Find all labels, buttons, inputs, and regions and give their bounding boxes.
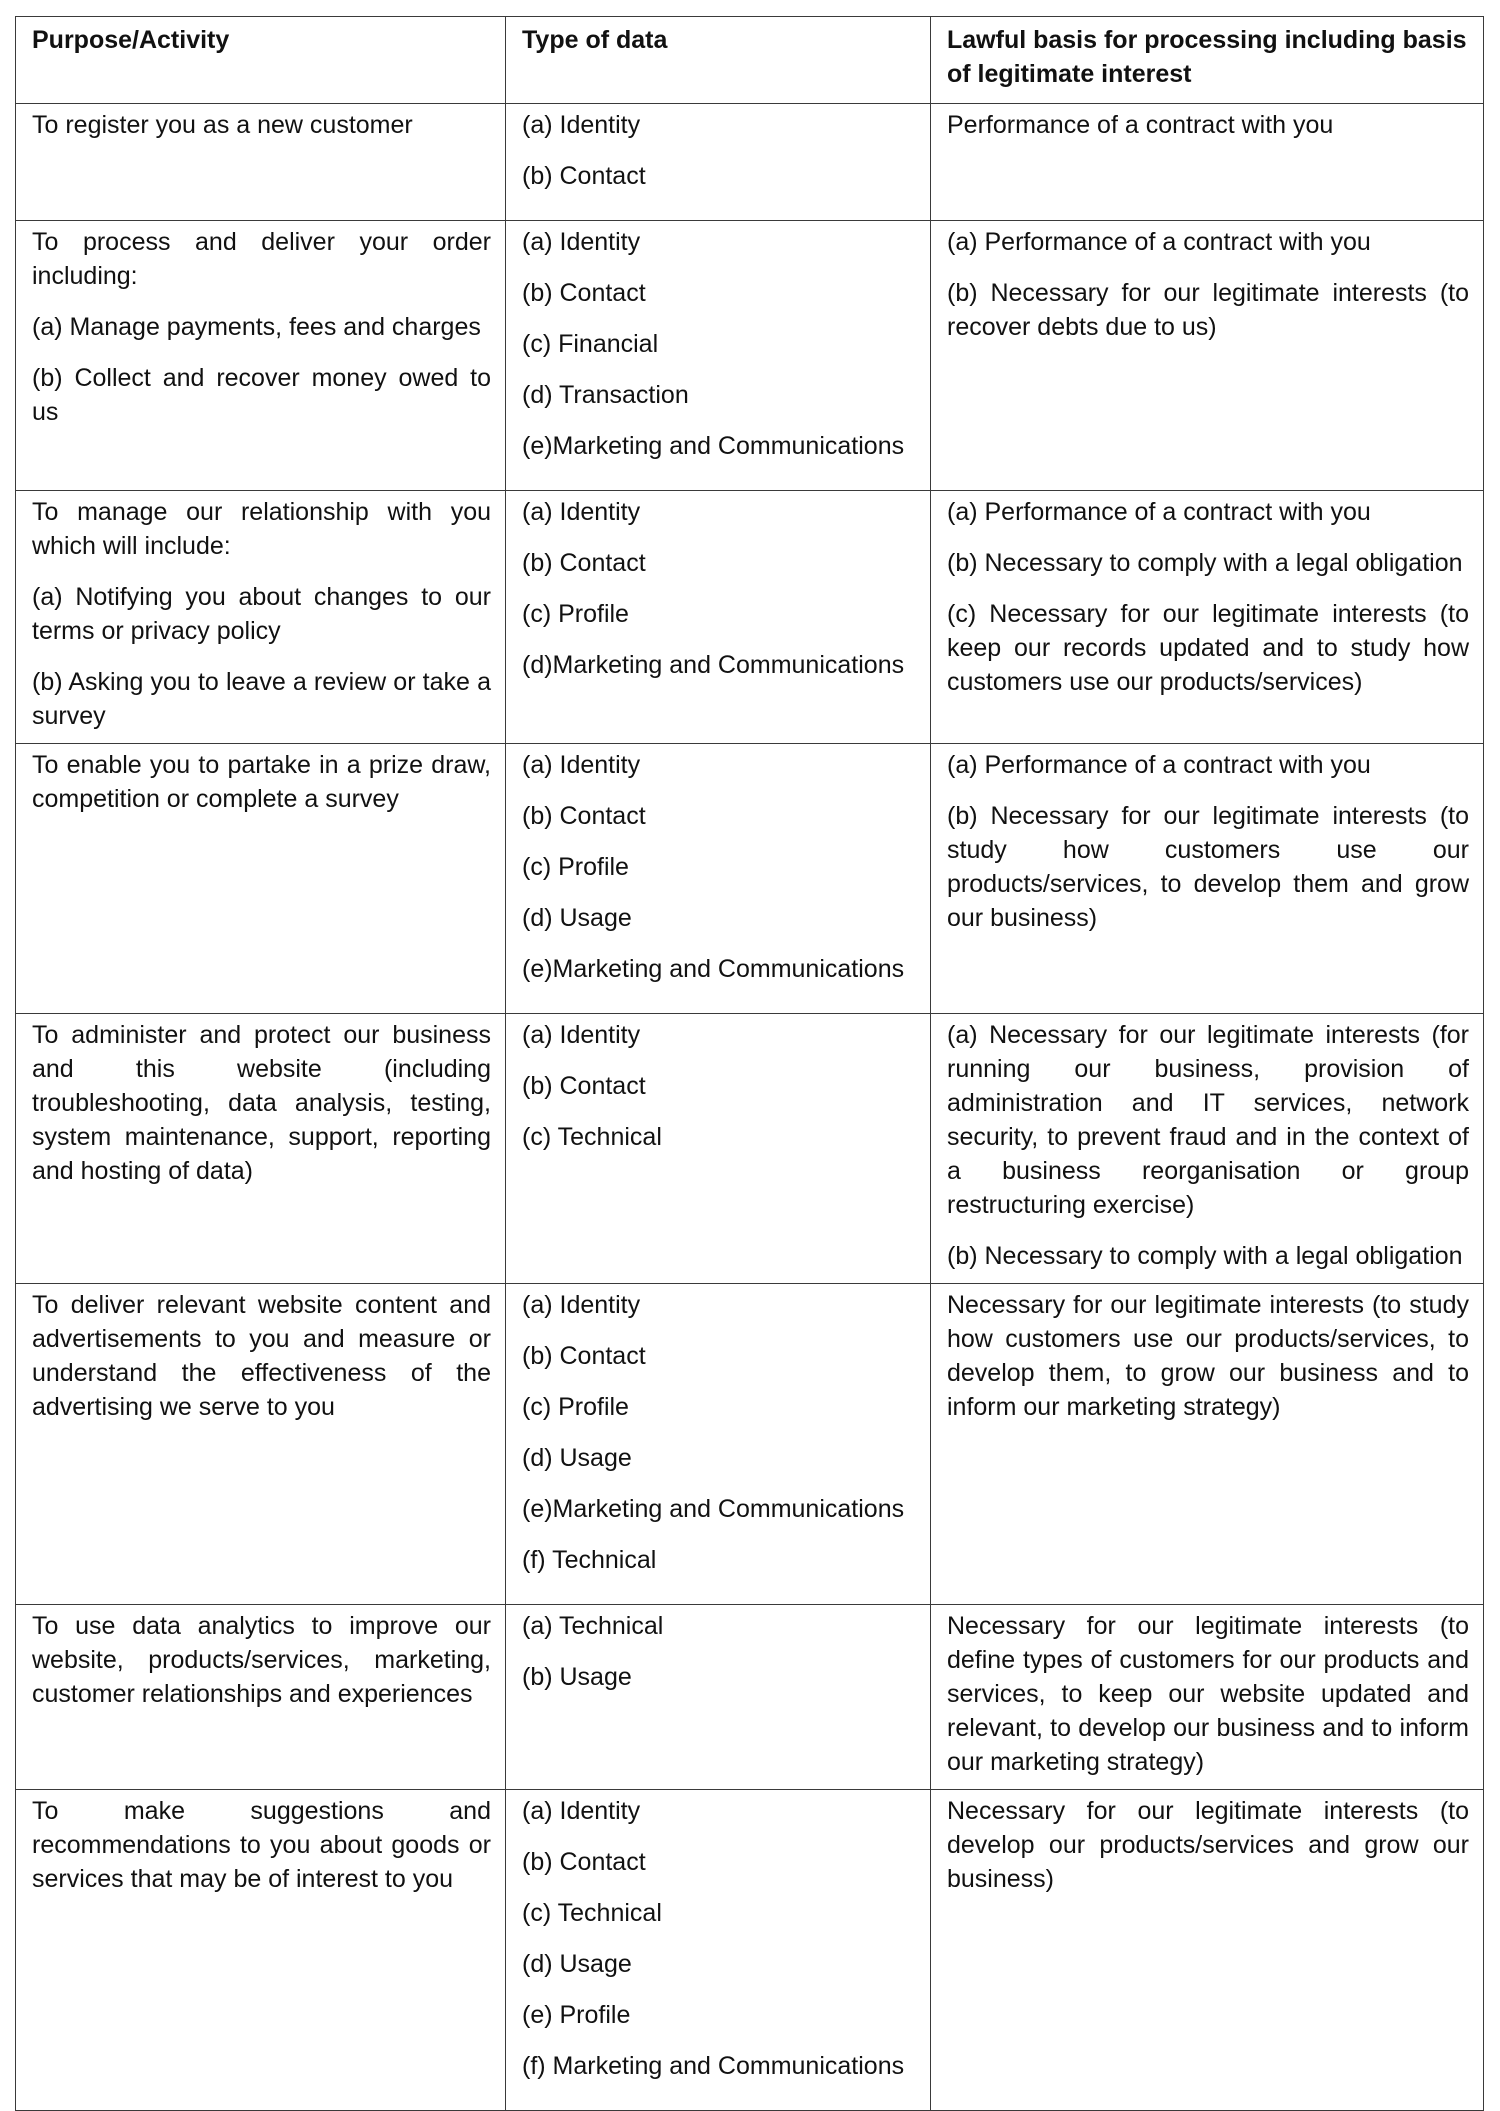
data-types-cell	[506, 744, 931, 1014]
table-row	[16, 1284, 1484, 1605]
cell-paragraph: To make suggestions and recommendations to you about goods or services that may be of interest to you	[32, 1797, 491, 1893]
purpose-cell	[16, 104, 506, 221]
purpose-cell	[16, 491, 506, 744]
lawful-basis-cell	[931, 1790, 1484, 2111]
cell-paragraph: To deliver relevant website content and advertisements to you and measure or understand the effectiveness of the advertising we serve to you	[32, 1291, 491, 1421]
cell-paragraph: (a) Notifying you about changes to our terms or privacy policy	[32, 583, 491, 645]
table-row	[16, 1790, 1484, 2111]
lawful-basis-cell	[931, 221, 1484, 491]
data-type-item: (c) Technical	[522, 1123, 662, 1151]
data-type-item: (a) Identity	[522, 751, 641, 779]
lawful-basis-cell	[931, 1284, 1484, 1605]
table-body	[16, 104, 1484, 2111]
data-type-item: (e)Marketing and Communications	[522, 955, 905, 983]
cell-paragraph: (b) Necessary for our legitimate interests (to recover debts due to us)	[947, 279, 1469, 341]
data-type-item: (b) Usage	[522, 1663, 632, 1691]
data-type-item: (c) Profile	[522, 600, 629, 628]
purpose-cell	[16, 221, 506, 491]
data-types-cell	[506, 221, 931, 491]
lawful-basis-cell	[931, 104, 1484, 221]
table-row	[16, 1014, 1484, 1284]
lawful-basis-cell	[931, 491, 1484, 744]
data-types-cell	[506, 1605, 931, 1790]
purpose-cell	[16, 1284, 506, 1605]
data-type-item: (f) Technical	[522, 1546, 657, 1574]
data-types-cell	[506, 1284, 931, 1605]
cell-paragraph: To enable you to partake in a prize draw, competition or complete a survey	[32, 751, 491, 813]
purpose-cell	[16, 1790, 506, 2111]
data-type-item: (a) Identity	[522, 498, 641, 526]
table-header-row	[16, 17, 1484, 104]
cell-paragraph: (b) Necessary for our legitimate interests (to study how customers use our products/services, to develop them and grow our business)	[947, 802, 1469, 932]
data-type-item: (b) Contact	[522, 162, 646, 190]
cell-paragraph: To process and deliver your order including:	[32, 228, 491, 290]
data-type-item: (a) Identity	[522, 1797, 641, 1825]
data-type-item: (c) Financial	[522, 330, 659, 358]
data-type-item: (d) Transaction	[522, 381, 689, 409]
table-row	[16, 221, 1484, 491]
cell-paragraph: (a) Manage payments, fees and charges	[32, 313, 481, 341]
cell-paragraph: To use data analytics to improve our website, products/services, marketing, customer relationships and experiences	[32, 1612, 491, 1708]
header-type-of-data: Type of data	[506, 17, 931, 104]
table-row	[16, 491, 1484, 744]
lawful-basis-cell	[931, 1605, 1484, 1790]
lawful-basis-cell	[931, 744, 1484, 1014]
data-type-item: (f) Marketing and Communications	[522, 2052, 905, 2080]
cell-paragraph: (c) Necessary for our legitimate interests (to keep our records updated and to study how customers use our products/services)	[947, 600, 1469, 696]
document-page	[15, 16, 1483, 2111]
cell-paragraph: To administer and protect our business and this website (including troubleshooting, data analysis, testing, system maintenance, support, reporting and hosting of data)	[32, 1021, 491, 1185]
cell-paragraph: (a) Performance of a contract with you	[947, 751, 1371, 779]
data-type-item: (b) Contact	[522, 802, 646, 830]
cell-paragraph: Necessary for our legitimate interests (to define types of customers for our products and services, to keep our website updated and relevant, to develop our business and to inform our marketing strategy)	[947, 1612, 1469, 1776]
data-type-item: (a) Identity	[522, 228, 641, 256]
data-type-item: (a) Identity	[522, 1291, 641, 1319]
cell-paragraph: (b) Necessary to comply with a legal obligation	[947, 1242, 1463, 1270]
cell-paragraph: Necessary for our legitimate interests (to develop our products/services and grow our business)	[947, 1797, 1469, 1893]
cell-paragraph: (a) Necessary for our legitimate interests (for running our business, provision of administration and IT services, network security, to prevent fraud and in the context of a business reorganisation or group restructuring exercise)	[947, 1021, 1469, 1219]
header-purpose-activity: Purpose/Activity	[16, 17, 506, 104]
data-type-item: (d) Usage	[522, 1950, 632, 1978]
data-type-item: (b) Contact	[522, 279, 646, 307]
cell-paragraph: Necessary for our legitimate interests (to study how customers use our products/services, to develop them, to grow our business and to inform our marketing strategy)	[947, 1291, 1469, 1421]
data-types-cell	[506, 491, 931, 744]
data-type-item: (b) Contact	[522, 549, 646, 577]
cell-paragraph: Performance of a contract with you	[947, 111, 1334, 139]
data-type-item: (d) Usage	[522, 904, 632, 932]
data-type-item: (d)Marketing and Communications	[522, 651, 905, 679]
cell-paragraph: (a) Performance of a contract with you	[947, 498, 1371, 526]
data-type-item: (a) Technical	[522, 1612, 664, 1640]
table-row	[16, 744, 1484, 1014]
data-type-item: (d) Usage	[522, 1444, 632, 1472]
purpose-cell	[16, 1605, 506, 1790]
data-type-item: (e) Profile	[522, 2001, 631, 2029]
cell-paragraph: (b) Collect and recover money owed to us	[32, 364, 491, 426]
table-row	[16, 1605, 1484, 1790]
cell-paragraph: (a) Performance of a contract with you	[947, 228, 1371, 256]
data-type-item: (b) Contact	[522, 1342, 646, 1370]
data-type-item: (c) Profile	[522, 853, 629, 881]
purpose-cell	[16, 1014, 506, 1284]
data-types-cell	[506, 104, 931, 221]
data-type-item: (b) Contact	[522, 1848, 646, 1876]
data-types-cell	[506, 1014, 931, 1284]
data-type-item: (e)Marketing and Communications	[522, 1495, 905, 1523]
cell-paragraph: To manage our relationship with you which will include:	[32, 498, 491, 560]
cell-paragraph: (b) Necessary to comply with a legal obligation	[947, 549, 1463, 577]
data-type-item: (c) Technical	[522, 1899, 662, 1927]
data-type-item: (a) Identity	[522, 111, 641, 139]
header-lawful-basis: Lawful basis for processing including basis of legitimate interest	[931, 17, 1484, 104]
data-type-item: (e)Marketing and Communications	[522, 432, 905, 460]
table-row	[16, 104, 1484, 221]
data-type-item: (a) Identity	[522, 1021, 641, 1049]
lawful-basis-table	[15, 16, 1484, 2111]
purpose-cell	[16, 744, 506, 1014]
cell-paragraph: To register you as a new customer	[32, 111, 413, 139]
cell-paragraph: (b) Asking you to leave a review or take a survey	[32, 668, 491, 730]
lawful-basis-cell	[931, 1014, 1484, 1284]
data-types-cell	[506, 1790, 931, 2111]
data-type-item: (c) Profile	[522, 1393, 629, 1421]
data-type-item: (b) Contact	[522, 1072, 646, 1100]
